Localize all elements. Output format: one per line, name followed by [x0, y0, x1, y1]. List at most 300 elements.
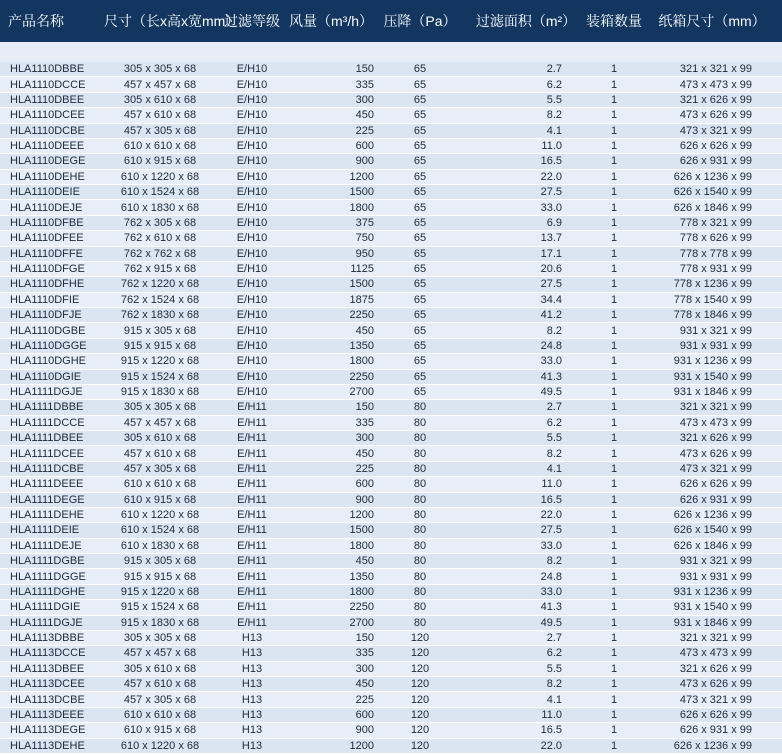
cell-grade: H13	[241, 693, 263, 706]
cell-size: 610 x 1220 x 68	[120, 509, 200, 522]
cell-qty: 1	[610, 309, 618, 322]
cell-qty: 1	[610, 509, 618, 522]
cell-box: 778 x 778 x 99	[679, 247, 752, 260]
cell-grade: E/H11	[237, 462, 267, 475]
cell-area: 2.7	[546, 401, 562, 414]
table-header	[0, 0, 782, 42]
cell-drop: 65	[413, 201, 427, 214]
cell-grade: H13	[241, 662, 263, 675]
cell-drop: 120	[410, 693, 430, 706]
cell-grade: E/H10	[236, 186, 268, 199]
table-row	[0, 200, 782, 215]
cell-flow: 1200	[349, 739, 374, 752]
cell-box: 626 x 1236 x 99	[673, 739, 752, 752]
cell-size: 457 x 457 x 68	[123, 78, 197, 91]
table-row	[0, 370, 782, 385]
cell-grade: E/H10	[236, 232, 268, 245]
cell-drop: 120	[410, 724, 430, 737]
cell-box: 778 x 1236 x 99	[673, 278, 752, 291]
cell-area: 11.0	[541, 708, 562, 721]
cell-flow: 1875	[349, 293, 374, 306]
cell-flow: 1800	[349, 355, 374, 368]
cell-box: 778 x 1540 x 99	[673, 293, 752, 306]
cell-size: 915 x 1830 x 68	[120, 386, 200, 399]
cell-model: HLA1110DEGE	[10, 155, 86, 168]
table-row	[0, 616, 782, 631]
cell-flow: 375	[355, 216, 374, 229]
cell-model: HLA1110DFJE	[10, 309, 82, 322]
cell-box: 321 x 321 x 99	[679, 401, 752, 414]
cell-size: 457 x 610 x 68	[123, 678, 197, 691]
cell-area: 33.0	[540, 355, 562, 368]
cell-model: HLA1113DEEE	[10, 708, 85, 721]
cell-flow: 900	[355, 155, 374, 168]
table-row	[0, 262, 782, 277]
cell-grade: E/H10	[236, 386, 268, 399]
cell-area: 17.1	[540, 247, 562, 260]
cell-size: 915 x 915 x 68	[123, 339, 197, 352]
cell-area: 5.5	[546, 662, 562, 675]
table-row	[0, 354, 782, 369]
cell-model: HLA1113DBEE	[10, 662, 85, 675]
cell-flow: 450	[355, 678, 374, 691]
cell-grade: E/H11	[237, 539, 267, 552]
cell-grade: E/H10	[236, 247, 268, 260]
cell-model: HLA1111DBEE	[10, 432, 84, 445]
cell-model: HLA1111DGGE	[10, 570, 86, 583]
cell-qty: 1	[610, 324, 618, 337]
cell-drop: 80	[413, 601, 427, 614]
cell-area: 6.9	[546, 216, 562, 229]
cell-area: 27.5	[540, 186, 562, 199]
cell-box: 931 x 1236 x 99	[673, 355, 752, 368]
cell-area: 2.7	[546, 632, 562, 645]
header-qty: 装箱数量	[586, 13, 642, 29]
header-drop: 压降（Pa）	[383, 13, 457, 29]
cell-flow: 600	[355, 140, 374, 153]
table-row	[0, 385, 782, 400]
cell-box: 473 x 473 x 99	[679, 647, 752, 660]
table-row	[0, 708, 782, 723]
header-area: 过滤面积（m²）	[475, 13, 577, 29]
cell-box: 778 x 626 x 99	[679, 232, 752, 245]
cell-size: 915 x 1220 x 68	[120, 355, 200, 368]
cell-flow: 750	[355, 232, 374, 245]
cell-flow: 2250	[349, 370, 374, 383]
cell-box: 626 x 1236 x 99	[673, 509, 752, 522]
cell-model: HLA1111DCEE	[10, 447, 84, 460]
cell-qty: 1	[610, 201, 618, 214]
cell-size: 610 x 1220 x 68	[120, 170, 200, 183]
cell-grade: E/H10	[236, 309, 268, 322]
cell-box: 931 x 321 x 99	[679, 324, 752, 337]
cell-drop: 65	[413, 263, 427, 276]
cell-flow: 300	[355, 432, 374, 445]
table-row	[0, 554, 782, 569]
cell-area: 41.3	[540, 370, 562, 383]
cell-drop: 120	[410, 662, 430, 675]
cell-flow: 1200	[349, 509, 374, 522]
cell-flow: 2700	[349, 386, 374, 399]
cell-box: 931 x 1540 x 99	[673, 370, 752, 383]
cell-drop: 80	[413, 524, 427, 537]
cell-drop: 80	[413, 432, 427, 445]
cell-drop: 80	[413, 585, 427, 598]
cell-area: 8.2	[546, 324, 562, 337]
cell-grade: H13	[241, 724, 263, 737]
cell-area: 4.1	[546, 124, 562, 137]
table-row	[0, 508, 782, 523]
cell-box: 931 x 321 x 99	[679, 555, 752, 568]
cell-flow: 335	[355, 416, 374, 429]
cell-drop: 65	[413, 355, 427, 368]
cell-model: HLA1110DFBE	[10, 216, 84, 229]
cell-grade: E/H11	[237, 555, 267, 568]
cell-model: HLA1113DEHE	[10, 739, 85, 752]
cell-grade: E/H11	[237, 401, 267, 414]
cell-size: 915 x 1524 x 68	[120, 370, 200, 383]
cell-grade: E/H10	[236, 370, 268, 383]
cell-qty: 1	[610, 186, 618, 199]
cell-grade: E/H10	[236, 170, 268, 183]
cell-model: HLA1110DEEE	[10, 140, 85, 153]
table-row	[0, 446, 782, 461]
cell-area: 24.8	[540, 339, 562, 352]
cell-drop: 80	[413, 509, 427, 522]
cell-model: HLA1111DCCE	[10, 416, 85, 429]
cell-box: 931 x 1846 x 99	[673, 386, 752, 399]
cell-grade: E/H10	[236, 263, 268, 276]
cell-size: 457 x 305 x 68	[123, 462, 197, 475]
cell-size: 457 x 305 x 68	[123, 124, 197, 137]
cell-area: 16.5	[540, 155, 562, 168]
cell-qty: 1	[610, 462, 618, 475]
cell-area: 22.0	[540, 509, 562, 522]
cell-qty: 1	[610, 78, 618, 91]
cell-qty: 1	[610, 416, 618, 429]
cell-size: 610 x 1524 x 68	[120, 186, 200, 199]
cell-grade: E/H11	[237, 416, 267, 429]
cell-flow: 300	[355, 93, 374, 106]
table-row	[0, 293, 782, 308]
table-row	[0, 108, 782, 123]
cell-flow: 1500	[349, 524, 374, 537]
cell-model: HLA1111DEIE	[10, 524, 80, 537]
cell-flow: 1500	[349, 278, 374, 291]
cell-area: 33.0	[540, 585, 562, 598]
cell-flow: 2250	[349, 601, 374, 614]
cell-area: 13.7	[540, 232, 562, 245]
cell-model: HLA1111DGHE	[10, 585, 86, 598]
cell-model: HLA1110DFFE	[10, 247, 83, 260]
cell-drop: 80	[413, 478, 427, 491]
cell-flow: 1800	[349, 201, 374, 214]
table-row	[0, 62, 782, 77]
cell-grade: E/H11	[237, 601, 267, 614]
cell-qty: 1	[610, 524, 618, 537]
table-row	[0, 493, 782, 508]
cell-model: HLA1110DFHE	[10, 278, 85, 291]
cell-qty: 1	[610, 401, 618, 414]
cell-box: 473 x 321 x 99	[679, 693, 752, 706]
table-row	[0, 154, 782, 169]
cell-area: 33.0	[540, 201, 562, 214]
cell-size: 915 x 305 x 68	[123, 324, 197, 337]
table-row	[0, 723, 782, 738]
cell-box: 473 x 626 x 99	[679, 109, 752, 122]
cell-drop: 65	[413, 93, 427, 106]
cell-box: 626 x 931 x 99	[679, 155, 752, 168]
cell-size: 457 x 457 x 68	[123, 416, 197, 429]
cell-qty: 1	[610, 278, 618, 291]
cell-flow: 225	[355, 124, 374, 137]
cell-area: 2.7	[546, 63, 562, 76]
cell-grade: E/H11	[237, 616, 267, 629]
table-row	[0, 93, 782, 108]
cell-model: HLA1111DEJE	[10, 539, 82, 552]
cell-drop: 65	[413, 124, 427, 137]
cell-box: 626 x 1540 x 99	[673, 186, 752, 199]
cell-box: 473 x 473 x 99	[679, 416, 752, 429]
cell-box: 626 x 626 x 99	[679, 708, 752, 721]
cell-flow: 950	[355, 247, 374, 260]
cell-flow: 150	[355, 632, 374, 645]
cell-qty: 1	[610, 478, 618, 491]
cell-model: HLA1110DCBE	[10, 124, 85, 137]
cell-qty: 1	[610, 739, 618, 752]
cell-model: HLA1111DEHE	[10, 509, 84, 522]
cell-qty: 1	[610, 678, 618, 691]
cell-flow: 1800	[349, 585, 374, 598]
cell-box: 473 x 473 x 99	[679, 78, 752, 91]
cell-box: 626 x 931 x 99	[679, 724, 752, 737]
cell-flow: 1350	[349, 339, 374, 352]
cell-qty: 1	[610, 647, 618, 660]
cell-size: 610 x 915 x 68	[123, 724, 197, 737]
table-row	[0, 185, 782, 200]
cell-flow: 225	[355, 693, 374, 706]
cell-drop: 80	[413, 401, 427, 414]
cell-box: 473 x 626 x 99	[679, 447, 752, 460]
cell-size: 610 x 610 x 68	[123, 140, 197, 153]
cell-model: HLA1111DGJE	[10, 616, 83, 629]
cell-grade: H13	[241, 739, 263, 752]
cell-drop: 65	[413, 324, 427, 337]
cell-box: 626 x 931 x 99	[679, 493, 752, 506]
cell-qty: 1	[610, 339, 618, 352]
cell-box: 626 x 626 x 99	[679, 478, 752, 491]
cell-model: HLA1111DGJE	[10, 386, 83, 399]
cell-flow: 900	[355, 493, 374, 506]
cell-drop: 65	[413, 293, 427, 306]
table-body	[0, 62, 782, 754]
cell-area: 49.5	[540, 616, 562, 629]
cell-flow: 1200	[349, 170, 374, 183]
cell-drop: 80	[413, 493, 427, 506]
cell-size: 762 x 915 x 68	[123, 263, 197, 276]
cell-area: 16.5	[540, 493, 562, 506]
cell-grade: H13	[241, 647, 263, 660]
cell-grade: E/H10	[236, 324, 268, 337]
cell-size: 762 x 305 x 68	[123, 216, 197, 229]
table-row	[0, 569, 782, 584]
cell-size: 305 x 305 x 68	[123, 401, 197, 414]
cell-grade: H13	[241, 678, 263, 691]
cell-size: 762 x 1220 x 68	[120, 278, 200, 291]
cell-model: HLA1110DCCE	[10, 78, 86, 91]
table-row	[0, 692, 782, 707]
cell-flow: 150	[355, 63, 374, 76]
cell-qty: 1	[610, 109, 618, 122]
cell-flow: 600	[355, 708, 374, 721]
cell-grade: E/H11	[237, 478, 267, 491]
table-row	[0, 539, 782, 554]
cell-size: 915 x 305 x 68	[123, 555, 197, 568]
cell-qty: 1	[610, 493, 618, 506]
cell-qty: 1	[610, 570, 618, 583]
cell-drop: 65	[413, 339, 427, 352]
cell-model: HLA1110DBBE	[10, 63, 85, 76]
cell-drop: 65	[413, 186, 427, 199]
cell-qty: 1	[610, 555, 618, 568]
cell-model: HLA1110DEHE	[10, 170, 85, 183]
cell-qty: 1	[610, 693, 618, 706]
cell-grade: E/H10	[236, 201, 268, 214]
cell-drop: 65	[413, 109, 427, 122]
cell-grade: H13	[241, 632, 263, 645]
cell-grade: E/H11	[237, 570, 267, 583]
cell-flow: 1500	[349, 186, 374, 199]
cell-drop: 120	[410, 632, 430, 645]
cell-box: 626 x 1846 x 99	[673, 201, 752, 214]
cell-qty: 1	[610, 263, 618, 276]
cell-box: 931 x 931 x 99	[679, 570, 752, 583]
cell-model: HLA1111DEGE	[10, 493, 85, 506]
table-row	[0, 631, 782, 646]
cell-model: HLA1110DFEE	[10, 232, 84, 245]
cell-grade: E/H11	[237, 493, 267, 506]
cell-drop: 65	[413, 78, 427, 91]
cell-model: HLA1110DFIE	[10, 293, 80, 306]
cell-qty: 1	[610, 140, 618, 153]
header-flow: 风量（m³/h）	[289, 13, 373, 29]
table-row	[0, 277, 782, 292]
cell-qty: 1	[610, 632, 618, 645]
cell-grade: E/H10	[236, 278, 268, 291]
cell-drop: 65	[413, 63, 427, 76]
cell-drop: 80	[413, 416, 427, 429]
cell-flow: 1125	[350, 263, 374, 276]
cell-size: 610 x 1830 x 68	[120, 539, 200, 552]
cell-grade: H13	[241, 708, 263, 721]
cell-box: 778 x 931 x 99	[679, 263, 752, 276]
cell-size: 762 x 610 x 68	[123, 232, 197, 245]
cell-area: 8.2	[546, 109, 562, 122]
cell-model: HLA1110DGBE	[10, 324, 86, 337]
header-grade: 过滤等级	[224, 13, 280, 29]
cell-drop: 120	[410, 678, 430, 691]
cell-model: HLA1110DGGE	[10, 339, 87, 352]
cell-area: 4.1	[546, 462, 562, 475]
cell-model: HLA1110DCEE	[10, 109, 85, 122]
cell-area: 11.0	[541, 478, 562, 491]
cell-grade: E/H10	[236, 140, 268, 153]
table-row	[0, 477, 782, 492]
table-row	[0, 462, 782, 477]
cell-area: 4.1	[546, 693, 562, 706]
cell-size: 457 x 457 x 68	[123, 647, 197, 660]
cell-qty: 1	[610, 432, 618, 445]
table-row	[0, 247, 782, 262]
cell-grade: E/H10	[236, 78, 268, 91]
cell-size: 915 x 1524 x 68	[120, 601, 200, 614]
cell-model: HLA1110DBEE	[10, 93, 85, 106]
cell-model: HLA1110DEIE	[10, 186, 80, 199]
cell-drop: 120	[410, 739, 430, 752]
cell-qty: 1	[610, 93, 618, 106]
table-row	[0, 662, 782, 677]
table-row	[0, 323, 782, 338]
cell-qty: 1	[610, 616, 618, 629]
cell-size: 457 x 610 x 68	[123, 447, 197, 460]
cell-size: 762 x 1524 x 68	[120, 293, 200, 306]
cell-box: 473 x 321 x 99	[679, 124, 752, 137]
cell-qty: 1	[610, 386, 618, 399]
cell-qty: 1	[610, 708, 618, 721]
cell-area: 27.5	[540, 524, 562, 537]
cell-drop: 65	[413, 370, 427, 383]
cell-box: 626 x 1846 x 99	[673, 539, 752, 552]
table-row	[0, 139, 782, 154]
cell-qty: 1	[610, 724, 618, 737]
cell-qty: 1	[610, 585, 618, 598]
cell-model: HLA1111DCBE	[10, 462, 84, 475]
header-size: 尺寸（长x高x宽mm）	[104, 13, 240, 29]
cell-grade: E/H10	[236, 124, 268, 137]
cell-area: 6.2	[546, 647, 562, 660]
cell-area: 8.2	[546, 555, 562, 568]
cell-size: 457 x 610 x 68	[123, 109, 197, 122]
table-row	[0, 124, 782, 139]
cell-grade: E/H10	[236, 293, 268, 306]
cell-area: 33.0	[540, 539, 562, 552]
cell-box: 931 x 1846 x 99	[673, 616, 752, 629]
cell-box: 931 x 931 x 99	[679, 339, 752, 352]
table-row	[0, 231, 782, 246]
cell-qty: 1	[610, 247, 618, 260]
cell-box: 321 x 626 x 99	[679, 662, 752, 675]
cell-area: 6.2	[546, 78, 562, 91]
cell-flow: 2250	[349, 309, 374, 322]
cell-model: HLA1113DBBE	[10, 632, 85, 645]
cell-drop: 65	[413, 278, 427, 291]
cell-qty: 1	[610, 355, 618, 368]
cell-model: HLA1113DCBE	[10, 693, 85, 706]
cell-qty: 1	[610, 601, 618, 614]
header-spacer	[0, 42, 782, 62]
cell-size: 305 x 610 x 68	[123, 662, 197, 675]
cell-grade: E/H10	[236, 355, 268, 368]
table-row	[0, 523, 782, 538]
cell-area: 16.5	[540, 724, 562, 737]
cell-model: HLA1111DGBE	[10, 555, 85, 568]
cell-box: 473 x 626 x 99	[679, 678, 752, 691]
cell-grade: E/H10	[236, 339, 268, 352]
cell-size: 762 x 762 x 68	[123, 247, 197, 260]
cell-size: 915 x 1220 x 68	[120, 585, 200, 598]
cell-qty: 1	[610, 63, 618, 76]
table-row	[0, 600, 782, 615]
